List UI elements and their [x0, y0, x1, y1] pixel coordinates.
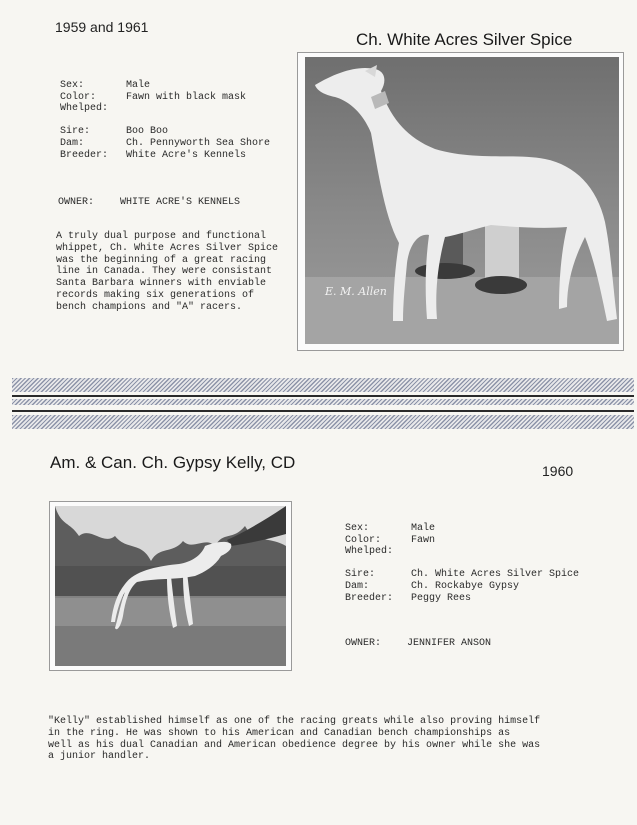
- divider-rule: [12, 395, 634, 397]
- description-line: bench champions and "A" racers.: [56, 301, 243, 313]
- info-label: Color:: [345, 534, 382, 546]
- info-row-sex: [60, 80, 270, 92]
- section1-photo: [305, 57, 619, 344]
- info-label: Sire:: [60, 126, 91, 138]
- info-label: Sex:: [60, 80, 85, 91]
- photo-signature: E. M. Allen: [325, 285, 387, 298]
- description-line: line in Canada. They were consistant: [56, 266, 273, 278]
- section2-title: Am. & Can. Ch. Gypsy Kelly, CD: [50, 453, 296, 472]
- info-label: Dam:: [60, 137, 85, 149]
- owner-label: OWNER:: [345, 638, 382, 649]
- info-value: [126, 103, 270, 115]
- description-line: in the ring. He was shown to his American and Canadian bench championships as: [48, 727, 511, 739]
- description-line: A truly dual purpose and functional: [56, 231, 267, 242]
- whippet-standing-photo: [305, 57, 619, 344]
- info-label: Breeder:: [60, 149, 109, 161]
- description-line: whippet, Ch. White Acres Silver Spice: [56, 242, 279, 254]
- info-row-sex: [345, 523, 579, 535]
- section1-owner: [58, 197, 240, 209]
- section2-description: [48, 716, 608, 763]
- owner-label: OWNER:: [58, 197, 95, 208]
- info-row-color: [345, 535, 579, 547]
- info-value: Fawn with black mask: [126, 91, 247, 103]
- section1-title: Ch. White Acres Silver Spice: [356, 30, 573, 49]
- info-row-sire: [60, 126, 270, 138]
- info-value: Male: [126, 80, 151, 91]
- description-line: well as his dual Canadian and American obedience degree by his owner while she was: [48, 739, 541, 751]
- info-row-whelped: [345, 546, 579, 558]
- section2-photo: [55, 506, 286, 666]
- divider-stripe-middle: [12, 399, 634, 405]
- info-value: Fawn: [411, 534, 436, 546]
- info-row-breeder: [60, 150, 270, 162]
- info-label: Sex:: [345, 523, 370, 534]
- info-row-dam: [60, 138, 270, 150]
- info-value: [411, 546, 579, 558]
- description-line: records making six generations of: [56, 289, 255, 301]
- info-value: White Acre's Kennels: [126, 149, 247, 161]
- info-value: Ch. Rockabye Gypsy: [411, 580, 520, 592]
- divider-rule: [12, 410, 634, 412]
- info-label: Sire:: [345, 569, 376, 581]
- info-label: Breeder:: [345, 592, 394, 604]
- info-row-breeder: [345, 593, 579, 605]
- description-line: Santa Barbara winners with enviable: [56, 278, 267, 290]
- info-label: Whelped:: [60, 103, 109, 115]
- info-value: Boo Boo: [126, 126, 169, 138]
- info-row-color: [60, 92, 270, 104]
- section1-description: [56, 231, 296, 314]
- divider-stripe-bottom: [12, 415, 634, 429]
- info-row-sire: [345, 569, 579, 581]
- whippet-outdoor-photo: [55, 506, 286, 666]
- divider-stripe-top: [12, 378, 634, 392]
- section1-info-table: [60, 80, 270, 161]
- description-line: a junior handler.: [48, 751, 151, 763]
- section2-year: 1960: [542, 463, 574, 479]
- info-value: Peggy Rees: [411, 592, 472, 604]
- info-value: Ch. White Acres Silver Spice: [411, 569, 580, 581]
- section1-years: 1959 and 1961: [55, 19, 149, 35]
- info-row-whelped: [60, 103, 270, 115]
- owner-value: JENNIFER ANSON: [407, 638, 492, 649]
- info-label: Color:: [60, 91, 97, 103]
- description-line: was the beginning of a great racing: [56, 254, 267, 266]
- owner-value: WHITE ACRE'S KENNELS: [120, 197, 241, 208]
- info-value: Ch. Pennyworth Sea Shore: [126, 137, 271, 149]
- section2-owner: [345, 638, 491, 650]
- description-line: "Kelly" established himself as one of the racing greats while also proving himself: [48, 716, 541, 727]
- info-row-dam: [345, 581, 579, 593]
- info-value: Male: [411, 523, 436, 534]
- info-label: Dam:: [345, 580, 370, 592]
- info-label: Whelped:: [345, 546, 394, 558]
- section2-info-table: [345, 523, 579, 604]
